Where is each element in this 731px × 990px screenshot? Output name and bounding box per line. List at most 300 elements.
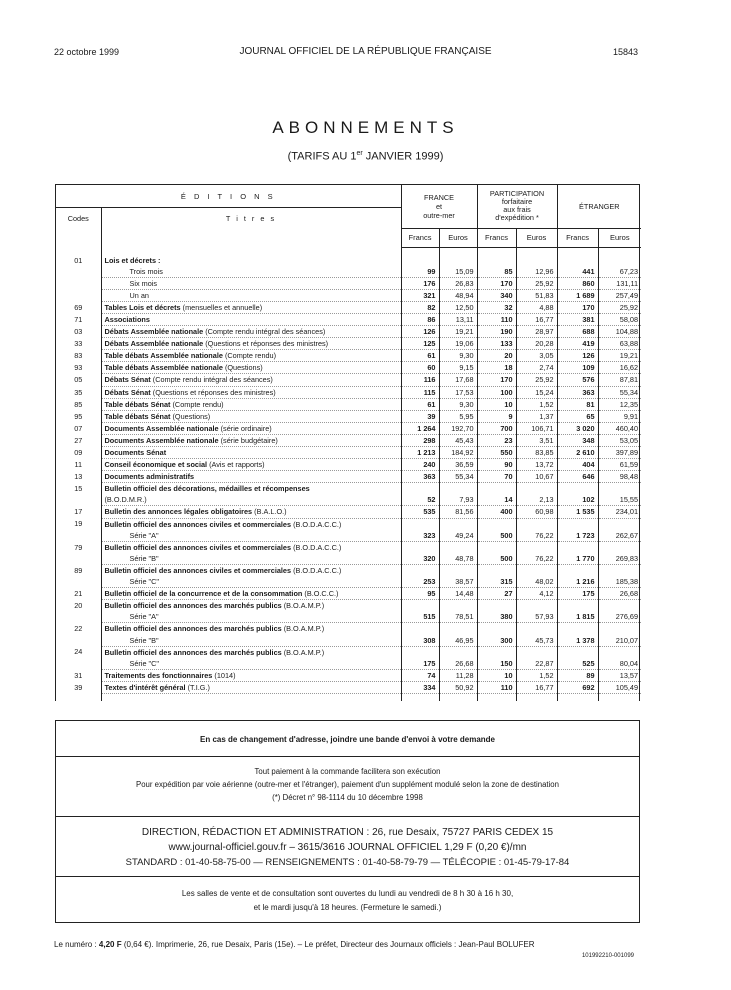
price-cell: 323 xyxy=(401,530,439,542)
price-cell: 1,52 xyxy=(516,398,557,410)
price-cell: 262,67 xyxy=(598,530,641,542)
table-row xyxy=(56,635,641,647)
price-cell: 10,67 xyxy=(516,471,557,483)
price-cell: 13,57 xyxy=(598,669,641,681)
unit-header: Euros xyxy=(516,228,557,247)
price-cell xyxy=(557,483,598,495)
price-cell xyxy=(477,623,516,635)
price-cell: 51,83 xyxy=(516,289,557,301)
unit-header: Francs xyxy=(557,228,598,247)
price-cell xyxy=(557,564,598,576)
price-cell: 25,92 xyxy=(598,301,641,313)
etranger-header: ÉTRANGER xyxy=(557,185,641,228)
edition-code: 17 xyxy=(74,507,83,517)
edition-title: Débats Sénat (Questions et réponses des ministres) xyxy=(101,386,401,398)
table-row xyxy=(56,483,641,495)
price-cell: 49,24 xyxy=(439,530,477,542)
price-cell: 81 xyxy=(557,398,598,410)
price-cell: 184,92 xyxy=(439,447,477,459)
table-row xyxy=(56,611,641,623)
edition-code: 09 xyxy=(74,448,83,457)
price-cell: 1 723 xyxy=(557,530,598,542)
edition-code: 71 xyxy=(74,314,83,324)
edition-title: Série "C" xyxy=(101,658,401,670)
price-cell xyxy=(439,518,477,530)
price-cell: 11,28 xyxy=(439,669,477,681)
price-cell: 269,83 xyxy=(598,553,641,565)
edition-code: 83 xyxy=(74,351,83,361)
edition-title: Tables Lois et décrets (mensuelles et annuelle) xyxy=(101,301,401,313)
direction-website: www.journal-officiel.gouv.fr – 3615/3616 JOURNAL OFFICIEL 1,29 F (0,20 €)/mn xyxy=(168,842,527,853)
table-row xyxy=(56,301,641,313)
edition-title: Débats Assemblée nationale (Compte rendu intégral des séances) xyxy=(101,326,401,338)
price-cell xyxy=(401,600,439,612)
editions-header: É D I T I O N S xyxy=(56,185,401,208)
decree-note: (*) Décret n° 98-1114 du 10 décembre 1998 xyxy=(272,793,423,802)
header-page-number: 15843 xyxy=(612,47,638,57)
price-cell xyxy=(439,646,477,658)
price-cell: 253 xyxy=(401,576,439,588)
price-cell: 17,68 xyxy=(439,374,477,386)
edition-code: 79 xyxy=(74,542,83,552)
price-cell: 1 264 xyxy=(401,422,439,434)
price-cell: 1 535 xyxy=(557,506,598,518)
edition-code: 01 xyxy=(74,255,83,265)
price-cell: 1,37 xyxy=(516,410,557,422)
price-cell xyxy=(516,541,557,553)
price-cell: 550 xyxy=(477,447,516,459)
payment-box xyxy=(55,757,640,817)
price-cell: 13,72 xyxy=(516,459,557,471)
price-cell: 276,69 xyxy=(598,611,641,623)
price-cell: 4,88 xyxy=(516,301,557,313)
edition-code xyxy=(56,553,101,565)
edition-code: 35 xyxy=(74,387,83,397)
table-row xyxy=(56,564,641,576)
price-cell: 26,68 xyxy=(439,658,477,670)
header-date: 22 octobre 1999 xyxy=(54,47,120,57)
price-cell: 48,02 xyxy=(516,576,557,588)
price-cell: 48,78 xyxy=(439,553,477,565)
unit-header: Francs xyxy=(477,228,516,247)
price-cell: 9 xyxy=(477,410,516,422)
price-cell: 525 xyxy=(557,658,598,670)
price-cell xyxy=(401,541,439,553)
price-cell: 81,56 xyxy=(439,506,477,518)
price-cell: 500 xyxy=(477,530,516,542)
table-row xyxy=(56,600,641,612)
price-cell: 74 xyxy=(401,669,439,681)
edition-title: Trois mois xyxy=(101,266,401,278)
price-cell xyxy=(598,623,641,635)
table-row xyxy=(56,266,641,278)
direction-box xyxy=(55,817,640,877)
table-row xyxy=(56,506,641,518)
price-cell: 27 xyxy=(477,588,516,600)
price-cell: 87,81 xyxy=(598,374,641,386)
price-cell: 106,71 xyxy=(516,422,557,434)
price-cell: 14 xyxy=(477,494,516,506)
address-change-box xyxy=(55,720,640,757)
price-cell: 1 213 xyxy=(401,447,439,459)
table-row xyxy=(56,350,641,362)
edition-code: 20 xyxy=(74,600,83,610)
price-cell: 2 610 xyxy=(557,447,598,459)
price-cell: 104,88 xyxy=(598,326,641,338)
price-cell: 308 xyxy=(401,635,439,647)
price-cell: 78,51 xyxy=(439,611,477,623)
edition-code xyxy=(56,494,101,506)
edition-code: 07 xyxy=(74,423,83,433)
payment-line: Tout paiement à la commande facilitera son exécution xyxy=(254,767,441,776)
edition-code: 89 xyxy=(74,565,83,575)
table-row xyxy=(56,541,641,553)
price-cell: 17,53 xyxy=(439,386,477,398)
price-cell: 9,15 xyxy=(439,362,477,374)
price-cell: 19,06 xyxy=(439,338,477,350)
price-cell: 133 xyxy=(477,338,516,350)
price-cell: 19,21 xyxy=(439,326,477,338)
price-cell: 190 xyxy=(477,326,516,338)
price-cell xyxy=(557,518,598,530)
table-row xyxy=(56,646,641,658)
payment-line: Pour expédition par voie aérienne (outre-mer et l'étranger), paiement d'un supplément modulé selon la zone de destination xyxy=(136,780,559,789)
price-cell xyxy=(439,483,477,495)
price-cell: 5,95 xyxy=(439,410,477,422)
edition-code: 19 xyxy=(74,519,83,529)
price-cell: 60 xyxy=(401,362,439,374)
edition-code: 05 xyxy=(74,375,83,385)
edition-code xyxy=(56,289,101,301)
price-cell: 86 xyxy=(401,313,439,325)
price-cell xyxy=(598,564,641,576)
unit-header: Euros xyxy=(439,228,477,247)
price-cell: 116 xyxy=(401,374,439,386)
price-cell: 1 216 xyxy=(557,576,598,588)
price-cell: 535 xyxy=(401,506,439,518)
price-cell xyxy=(598,600,641,612)
table-row xyxy=(56,447,641,459)
edition-code xyxy=(56,530,101,542)
price-cell xyxy=(477,564,516,576)
edition-code: 93 xyxy=(74,363,83,373)
price-cell: 1 815 xyxy=(557,611,598,623)
price-cell xyxy=(557,600,598,612)
edition-title: Six mois xyxy=(101,277,401,289)
price-cell: 102 xyxy=(557,494,598,506)
edition-title: Série "B" xyxy=(101,635,401,647)
price-cell xyxy=(477,646,516,658)
price-cell xyxy=(439,623,477,635)
price-cell xyxy=(598,541,641,553)
address-change-notice: En cas de changement d'adresse, joindre une bande d'envoi à votre demande xyxy=(200,735,495,744)
price-cell xyxy=(516,483,557,495)
table-row xyxy=(56,277,641,289)
price-cell: 646 xyxy=(557,471,598,483)
edition-code xyxy=(56,658,101,670)
price-cell: 19,21 xyxy=(598,350,641,362)
edition-code: 33 xyxy=(74,339,83,349)
price-cell xyxy=(439,600,477,612)
edition-title: Série "B" xyxy=(101,553,401,565)
price-cell: 25,92 xyxy=(516,374,557,386)
edition-title: Documents Assemblée nationale (série budgétaire) xyxy=(101,434,401,446)
price-cell: 3,51 xyxy=(516,434,557,446)
edition-code: 21 xyxy=(74,589,83,599)
edition-title: Conseil économique et social (Avis et rapports) xyxy=(101,459,401,471)
edition-code xyxy=(56,576,101,588)
price-cell: 23 xyxy=(477,434,516,446)
price-cell: 175 xyxy=(401,658,439,670)
price-cell: 176 xyxy=(401,277,439,289)
price-cell: 16,77 xyxy=(516,313,557,325)
price-cell: 363 xyxy=(401,471,439,483)
price-cell: 363 xyxy=(557,386,598,398)
price-cell: 9,91 xyxy=(598,410,641,422)
price-cell xyxy=(439,255,477,266)
edition-code: 69 xyxy=(74,302,83,312)
price-cell: 13,11 xyxy=(439,313,477,325)
price-cell xyxy=(557,255,598,266)
table-row xyxy=(56,471,641,483)
edition-code: 22 xyxy=(74,624,83,634)
table-row xyxy=(56,681,641,693)
price-cell: 18 xyxy=(477,362,516,374)
price-cell: 1,52 xyxy=(516,669,557,681)
footer-imprint: Le numéro : 4,20 F (0,64 €). Imprimerie, 26, rue Desaix, Paris (15e). – Le préfet, Directeur des Journaux officiels : Jean-Paul BOLUFER xyxy=(54,940,535,949)
price-cell: 76,22 xyxy=(516,530,557,542)
price-cell: 20 xyxy=(477,350,516,362)
price-cell: 60,98 xyxy=(516,506,557,518)
price-cell: 460,40 xyxy=(598,422,641,434)
price-cell: 860 xyxy=(557,277,598,289)
price-cell: 95 xyxy=(401,588,439,600)
price-cell: 400 xyxy=(477,506,516,518)
table-row xyxy=(56,623,641,635)
edition-title: Table débats Assemblée nationale (Compte rendu) xyxy=(101,350,401,362)
price-cell xyxy=(516,564,557,576)
table-row xyxy=(56,553,641,565)
edition-code: 95 xyxy=(74,411,83,421)
price-cell: 334 xyxy=(401,681,439,693)
price-cell xyxy=(557,623,598,635)
footer-code: 101992210-001099 xyxy=(581,953,634,959)
price-cell: 9,30 xyxy=(439,398,477,410)
table-row xyxy=(56,434,641,446)
price-cell: 300 xyxy=(477,635,516,647)
price-cell xyxy=(401,646,439,658)
edition-title: Traitements des fonctionnaires (1014) xyxy=(101,669,401,681)
price-cell: 7,93 xyxy=(439,494,477,506)
table-row xyxy=(56,410,641,422)
price-cell: 16,77 xyxy=(516,681,557,693)
price-cell: 26,68 xyxy=(598,588,641,600)
edition-title: Bulletin officiel des annonces civiles et commerciales (B.O.D.A.C.C.) xyxy=(101,518,401,530)
price-cell: 1 770 xyxy=(557,553,598,565)
edition-title: Bulletin officiel de la concurrence et de la consommation (B.O.C.C.) xyxy=(101,588,401,600)
edition-code: 85 xyxy=(74,399,83,409)
table-row xyxy=(56,326,641,338)
price-cell: 12,35 xyxy=(598,398,641,410)
edition-title: Lois et décrets : xyxy=(101,255,401,266)
price-cell xyxy=(598,483,641,495)
price-cell: 381 xyxy=(557,313,598,325)
price-cell: 2,74 xyxy=(516,362,557,374)
price-cell: 83,85 xyxy=(516,447,557,459)
edition-code: 31 xyxy=(74,670,83,680)
price-cell: 61 xyxy=(401,398,439,410)
price-cell: 380 xyxy=(477,611,516,623)
price-cell: 10 xyxy=(477,398,516,410)
price-cell: 20,28 xyxy=(516,338,557,350)
edition-title: Table débats Assemblée nationale (Questions) xyxy=(101,362,401,374)
table-row xyxy=(56,386,641,398)
edition-title: Bulletin officiel des annonces civiles et commerciales (B.O.D.A.C.C.) xyxy=(101,541,401,553)
table-row xyxy=(56,313,641,325)
price-cell xyxy=(557,541,598,553)
price-cell: 1 689 xyxy=(557,289,598,301)
price-cell: 298 xyxy=(401,434,439,446)
price-cell xyxy=(401,518,439,530)
table-row xyxy=(56,398,641,410)
price-cell: 46,95 xyxy=(439,635,477,647)
price-cell: 131,11 xyxy=(598,277,641,289)
edition-code: 11 xyxy=(74,460,83,470)
price-cell: 55,34 xyxy=(598,386,641,398)
price-cell: 175 xyxy=(557,588,598,600)
price-cell: 67,23 xyxy=(598,266,641,278)
edition-title: (B.O.D.M.R.) xyxy=(101,494,401,506)
direction-address: DIRECTION, RÉDACTION ET ADMINISTRATION : 26, rue Desaix, 75727 PARIS CEDEX 15 xyxy=(141,827,554,838)
price-cell: 315 xyxy=(477,576,516,588)
price-cell: 85 xyxy=(477,266,516,278)
unit-header: Euros xyxy=(598,228,641,247)
edition-title: Bulletin des annonces légales obligatoires (B.A.L.O.) xyxy=(101,506,401,518)
price-cell: 240 xyxy=(401,459,439,471)
price-cell: 53,05 xyxy=(598,434,641,446)
price-cell xyxy=(598,518,641,530)
price-cell: 80,04 xyxy=(598,658,641,670)
edition-title: Table débats Sénat (Compte rendu) xyxy=(101,398,401,410)
price-cell: 55,34 xyxy=(439,471,477,483)
edition-title: Documents administratifs xyxy=(101,471,401,483)
table-row xyxy=(56,422,641,434)
price-cell: 348 xyxy=(557,434,598,446)
price-cell: 115 xyxy=(401,386,439,398)
table-row xyxy=(56,669,641,681)
edition-title: Un an xyxy=(101,289,401,301)
price-cell: 12,50 xyxy=(439,301,477,313)
price-cell: 61,59 xyxy=(598,459,641,471)
price-cell: 39 xyxy=(401,410,439,422)
price-cell: 185,38 xyxy=(598,576,641,588)
price-cell: 234,01 xyxy=(598,506,641,518)
price-cell xyxy=(516,600,557,612)
price-cell: 14,48 xyxy=(439,588,477,600)
price-cell: 90 xyxy=(477,459,516,471)
price-cell: 28,97 xyxy=(516,326,557,338)
edition-title: Table débats Sénat (Questions) xyxy=(101,410,401,422)
participation-header: PARTICIPATION forfaitaire aux frais d'expédition * xyxy=(477,185,557,228)
price-cell: 89 xyxy=(557,669,598,681)
edition-code: 24 xyxy=(74,647,83,657)
price-cell: 16,62 xyxy=(598,362,641,374)
edition-title: Associations xyxy=(101,313,401,325)
price-cell xyxy=(598,646,641,658)
tariffs-table xyxy=(56,185,641,701)
price-cell xyxy=(516,623,557,635)
price-cell: 57,93 xyxy=(516,611,557,623)
price-cell: 397,89 xyxy=(598,447,641,459)
edition-code xyxy=(56,266,101,278)
price-cell: 12,96 xyxy=(516,266,557,278)
edition-title: Bulletin officiel des décorations, médailles et récompenses xyxy=(101,483,401,495)
page-title: ABONNEMENTS xyxy=(272,118,459,137)
price-cell xyxy=(477,600,516,612)
price-cell: 22,87 xyxy=(516,658,557,670)
price-cell xyxy=(557,646,598,658)
unit-header: Francs xyxy=(401,228,439,247)
price-cell: 82 xyxy=(401,301,439,313)
price-cell: 110 xyxy=(477,681,516,693)
table-row xyxy=(56,530,641,542)
price-cell: 15,24 xyxy=(516,386,557,398)
direction-phones: STANDARD : 01-40-58-75-00 — RENSEIGNEMENTS : 01-40-58-79-79 — TÉLÉCOPIE : 01-45-79-17-84 xyxy=(125,857,570,868)
edition-title: Bulletin officiel des annonces des marchés publics (B.O.A.M.P.) xyxy=(101,646,401,658)
table-row xyxy=(56,289,641,301)
price-cell: 515 xyxy=(401,611,439,623)
edition-title: Bulletin officiel des annonces des marchés publics (B.O.A.M.P.) xyxy=(101,623,401,635)
edition-code: 27 xyxy=(74,435,83,445)
price-cell: 419 xyxy=(557,338,598,350)
edition-code xyxy=(56,277,101,289)
price-cell: 38,57 xyxy=(439,576,477,588)
table-row xyxy=(56,255,641,266)
edition-title: Documents Sénat xyxy=(101,447,401,459)
price-cell xyxy=(516,518,557,530)
price-cell: 63,88 xyxy=(598,338,641,350)
price-cell: 3 020 xyxy=(557,422,598,434)
edition-title: Série "A" xyxy=(101,530,401,542)
edition-title: Série "A" xyxy=(101,611,401,623)
price-cell: 98,48 xyxy=(598,471,641,483)
price-cell: 105,49 xyxy=(598,681,641,693)
price-cell xyxy=(477,483,516,495)
opening-hours-box xyxy=(55,877,640,923)
table-row xyxy=(56,518,641,530)
price-cell: 70 xyxy=(477,471,516,483)
price-cell: 170 xyxy=(477,374,516,386)
price-cell: 688 xyxy=(557,326,598,338)
table-row xyxy=(56,374,641,386)
price-cell: 110 xyxy=(477,313,516,325)
hours-line: Les salles de vente et de consultation sont ouvertes du lundi au vendredi de 8 h 30 à 16 h 30, xyxy=(181,889,514,898)
price-cell xyxy=(401,255,439,266)
price-cell: 10 xyxy=(477,669,516,681)
price-cell: 65 xyxy=(557,410,598,422)
price-cell: 45,73 xyxy=(516,635,557,647)
price-cell xyxy=(516,255,557,266)
price-cell: 58,08 xyxy=(598,313,641,325)
price-cell: 32 xyxy=(477,301,516,313)
table-row xyxy=(56,338,641,350)
price-cell: 170 xyxy=(477,277,516,289)
edition-title: Débats Sénat (Compte rendu intégral des séances) xyxy=(101,374,401,386)
france-header: FRANCE et outre-mer xyxy=(401,185,477,228)
edition-title: Documents Assemblée nationale (série ordinaire) xyxy=(101,422,401,434)
price-cell: 404 xyxy=(557,459,598,471)
price-cell: 99 xyxy=(401,266,439,278)
